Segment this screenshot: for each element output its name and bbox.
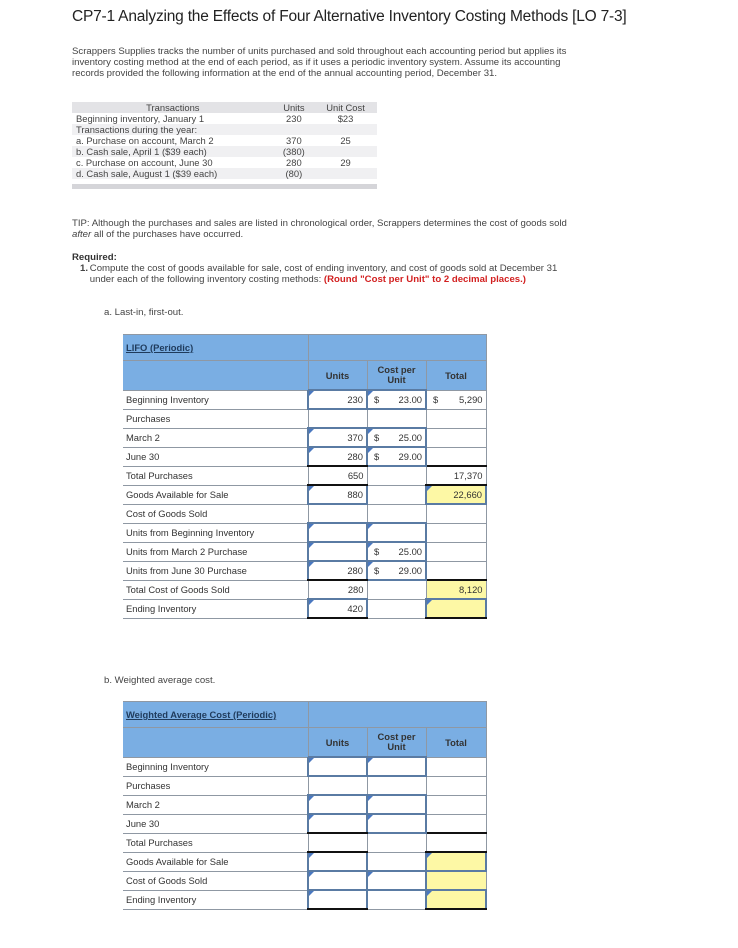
empty-cell <box>367 890 426 909</box>
table-row <box>72 113 377 124</box>
col-transactions: Transactions <box>72 102 274 113</box>
part-b-label: b. Weighted average cost. <box>104 675 216 686</box>
units-input[interactable]: 280 <box>308 561 367 580</box>
cost-input[interactable] <box>367 542 426 561</box>
problem-intro: Scrappers Supplies tracks the number of units purchased and sold throughout each accounting period but applies its inventory costing method at the end of each period, as if it uses a periodic inventory system. Assume its accounting records provided the following information at the end of the annual accounting period, December 31. <box>72 46 567 80</box>
col-unit-cost: Unit Cost <box>314 102 377 113</box>
empty-cell <box>426 542 486 561</box>
required-number: 1. <box>80 263 89 275</box>
cell: $23 <box>337 113 354 124</box>
empty-cell <box>367 485 426 504</box>
table-row <box>72 146 377 157</box>
row-march2 <box>123 795 486 814</box>
header-blank <box>123 728 308 758</box>
empty-cell <box>426 504 486 523</box>
tip-text <box>72 218 582 240</box>
lifo-table <box>123 334 487 619</box>
table-row <box>72 135 377 146</box>
total-cell <box>426 390 486 409</box>
empty-cell <box>367 599 426 618</box>
units-input[interactable]: 420 <box>308 599 367 618</box>
header-blank <box>308 702 486 728</box>
units-input[interactable] <box>308 852 367 871</box>
cost-input[interactable] <box>367 814 426 833</box>
row-total-purchases <box>123 833 486 852</box>
currency-symbol: $ <box>374 394 380 405</box>
units-input[interactable] <box>308 542 367 561</box>
total-input[interactable] <box>426 890 486 909</box>
row-units-from-beginning <box>123 523 486 542</box>
cell: Transactions during the year: <box>72 124 274 135</box>
table-row <box>72 157 377 168</box>
row-total-purchases <box>123 466 486 485</box>
lifo-table-title[interactable]: LIFO (Periodic) <box>126 342 194 353</box>
empty-cell <box>426 757 486 776</box>
row-goods-available <box>123 852 486 871</box>
rounding-instruction: (Round "Cost per Unit" to 2 decimal places.) <box>323 274 526 286</box>
empty-cell <box>308 504 367 523</box>
weighted-average-table <box>123 701 487 910</box>
header-blank <box>308 335 486 361</box>
empty-cell <box>426 428 486 447</box>
units-input[interactable]: 230 <box>308 390 367 409</box>
table-footer-bar <box>72 184 377 189</box>
cost-value: 25.00 <box>398 546 422 557</box>
row-label: June 30 <box>123 814 308 833</box>
cost-input[interactable] <box>367 523 426 542</box>
row-units-from-june30 <box>123 561 486 580</box>
currency-symbol: $ <box>374 451 380 462</box>
units-input[interactable] <box>308 871 367 890</box>
table-row <box>72 168 377 179</box>
cost-input[interactable] <box>367 428 426 447</box>
empty-cell <box>367 833 426 852</box>
tip-emphasis: after <box>72 229 92 241</box>
empty-cell <box>367 580 426 599</box>
row-goods-available <box>123 485 486 504</box>
row-label: March 2 <box>123 428 308 447</box>
total-value: 17,370 <box>426 466 486 485</box>
units-value: 650 <box>308 466 367 485</box>
row-label: June 30 <box>123 447 308 466</box>
units-input[interactable] <box>308 890 367 909</box>
header-blank <box>123 361 308 391</box>
cell: b. Cash sale, April 1 ($39 each) <box>72 146 274 157</box>
cell <box>314 168 377 179</box>
cost-value: 29.00 <box>398 565 422 576</box>
cell: Beginning inventory, January 1 <box>76 113 205 124</box>
units-input[interactable]: 280 <box>308 447 367 466</box>
col-cost-per-unit: Cost per Unit <box>367 728 426 758</box>
row-label: Cost of Goods Sold <box>123 871 308 890</box>
cost-value: 23.00 <box>398 394 422 405</box>
row-label: Total Purchases <box>123 466 308 485</box>
row-label: Goods Available for Sale <box>123 852 308 871</box>
cell: 230 <box>286 113 302 124</box>
empty-cell <box>426 523 486 542</box>
row-ending-inventory <box>123 890 486 909</box>
wac-table-title[interactable]: Weighted Average Cost (Periodic) <box>126 709 277 720</box>
row-label: Units from June 30 Purchase <box>123 561 308 580</box>
row-ending-inventory <box>123 599 486 618</box>
cell <box>314 146 377 157</box>
empty-cell <box>308 409 367 428</box>
units-input[interactable]: 880 <box>308 485 367 504</box>
col-cost-per-unit: Cost per Unit <box>367 361 426 391</box>
empty-cell <box>367 466 426 485</box>
row-label: Purchases <box>123 776 308 795</box>
total-input[interactable] <box>426 852 486 871</box>
row-units-from-march2 <box>123 542 486 561</box>
total-input[interactable] <box>426 599 486 618</box>
tip-prefix: TIP: Although the purchases and sales are listed in chronological order, Scrappers determines the cost of goods sold <box>72 218 567 229</box>
col-units: Units <box>308 361 367 391</box>
currency-symbol: $ <box>374 432 380 443</box>
row-label: March 2 <box>123 795 308 814</box>
transactions-table <box>72 102 377 179</box>
empty-cell <box>426 795 486 814</box>
cell: 280 <box>286 157 302 168</box>
empty-cell <box>426 814 486 833</box>
row-label: Units from March 2 Purchase <box>123 542 308 561</box>
cell <box>314 124 377 135</box>
cost-value: 29.00 <box>398 451 422 462</box>
cell: c. Purchase on account, June 30 <box>76 157 213 168</box>
units-value: 280 <box>308 580 367 599</box>
units-input[interactable] <box>308 757 367 776</box>
cost-input[interactable] <box>367 871 426 890</box>
row-total-cogs <box>123 580 486 599</box>
empty-cell <box>426 776 486 795</box>
empty-cell <box>367 409 426 428</box>
row-label: Total Cost of Goods Sold <box>123 580 308 599</box>
part-a-label: a. Last-in, first-out. <box>104 307 184 318</box>
total-value: 8,120 <box>426 580 486 599</box>
cell: a. Purchase on account, March 2 <box>76 135 214 146</box>
table-row <box>72 124 377 135</box>
row-purchases <box>123 776 486 795</box>
cost-input[interactable] <box>367 390 426 409</box>
row-beginning-inventory <box>123 757 486 776</box>
cell: 25 <box>340 135 351 146</box>
cell: 29 <box>340 157 351 168</box>
row-label: Units from Beginning Inventory <box>123 523 308 542</box>
empty-cell <box>367 504 426 523</box>
units-input[interactable]: 370 <box>308 428 367 447</box>
row-label: Ending Inventory <box>123 890 308 909</box>
cell: d. Cash sale, August 1 ($39 each) <box>72 168 274 179</box>
row-label: Purchases <box>123 409 308 428</box>
tip-suffix: all of the purchases have occurred. <box>91 229 244 241</box>
currency-symbol: $ <box>374 565 380 576</box>
required-text: Compute the cost of goods available for sale, cost of ending inventory, and cost of goods sold at December 31 under each of the following inventory costing methods: <box>89 263 558 286</box>
currency-symbol: $ <box>433 394 439 405</box>
cost-input[interactable] <box>367 561 426 580</box>
cost-input[interactable] <box>367 757 426 776</box>
empty-cell <box>367 852 426 871</box>
row-june30 <box>123 447 486 466</box>
units-input[interactable] <box>308 523 367 542</box>
cell: (380) <box>274 146 314 157</box>
row-label: Ending Inventory <box>123 599 308 618</box>
row-beginning-inventory <box>123 390 486 409</box>
units-input[interactable] <box>308 814 367 833</box>
col-total: Total <box>426 728 486 758</box>
required-section <box>72 252 582 286</box>
row-label: Beginning Inventory <box>123 757 308 776</box>
col-units: Units <box>274 102 314 113</box>
empty-cell <box>308 833 367 852</box>
currency-symbol: $ <box>374 546 380 557</box>
cell: (80) <box>274 168 314 179</box>
cell: 370 <box>286 135 302 146</box>
row-june30 <box>123 814 486 833</box>
row-march2 <box>123 428 486 447</box>
row-label: Goods Available for Sale <box>123 485 308 504</box>
total-value: 5,290 <box>459 394 483 405</box>
required-heading: Required: <box>72 252 117 263</box>
row-cogs <box>123 871 486 890</box>
empty-cell <box>426 833 486 852</box>
row-cogs <box>123 504 486 523</box>
page-title: CP7-1 Analyzing the Effects of Four Alternative Inventory Costing Methods [LO 7-3] <box>72 8 627 25</box>
col-units: Units <box>308 728 367 758</box>
cost-value: 25.00 <box>398 432 422 443</box>
row-purchases <box>123 409 486 428</box>
empty-cell <box>308 776 367 795</box>
empty-cell <box>367 776 426 795</box>
col-total: Total <box>426 361 486 391</box>
row-label: Cost of Goods Sold <box>123 504 308 523</box>
empty-cell <box>426 561 486 580</box>
total-input[interactable]: 22,660 <box>426 485 486 504</box>
empty-cell <box>426 409 486 428</box>
row-label: Beginning Inventory <box>123 390 308 409</box>
cell <box>274 124 314 135</box>
total-cell <box>426 871 486 890</box>
cost-input[interactable] <box>367 447 426 466</box>
units-input[interactable] <box>308 795 367 814</box>
cost-input[interactable] <box>367 795 426 814</box>
empty-cell <box>426 447 486 466</box>
row-label: Total Purchases <box>123 833 308 852</box>
